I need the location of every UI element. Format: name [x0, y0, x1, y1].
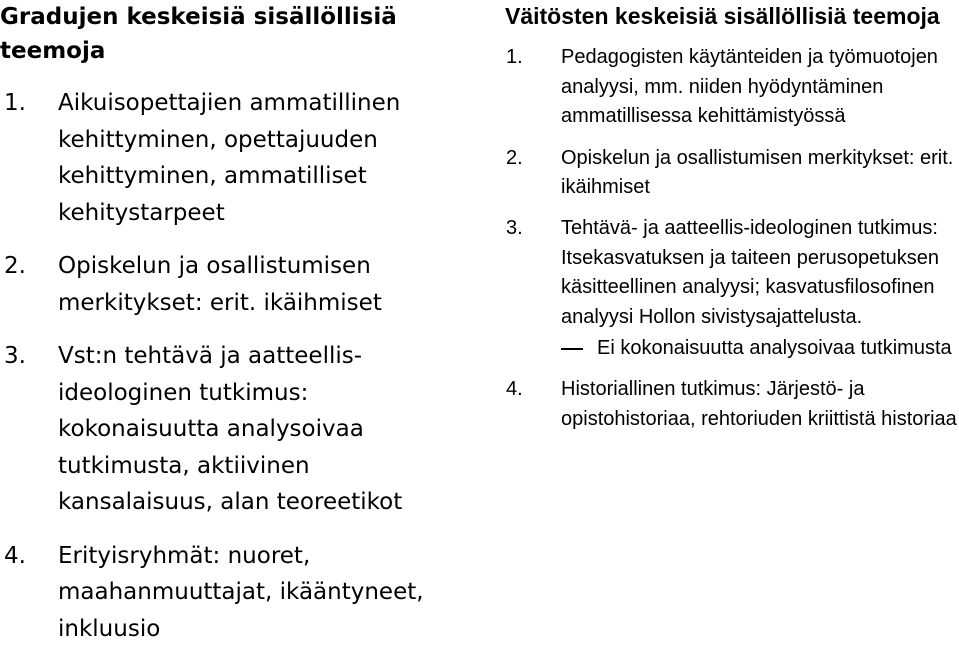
item-text: Erityisryhmät: nuoret, maahanmuuttajat, ikääntyneet, inkluusio	[58, 542, 424, 642]
item-number: 4.	[4, 542, 26, 569]
list-item	[505, 214, 959, 364]
list-item	[0, 538, 468, 648]
list-item	[0, 248, 468, 321]
left-list	[0, 85, 468, 647]
item-number: 2.	[4, 253, 26, 279]
item-text: Tehtävä- ja aatteellis-ideologinen tutkimus: Itsekasvatuksen ja taiteen perusopetuksen käsitteellinen analyysi; kasvatusfilosofinen analyysi Hollon sivistysajattelusta.	[561, 216, 940, 328]
item-text: Pedagogisten käytänteiden ja työmuotojen analyysi, mm. niiden hyödyntäminen ammatillisessa kehittämistyössä	[561, 46, 938, 128]
list-item	[505, 144, 959, 203]
list-item	[0, 85, 468, 231]
item-number: 2.	[506, 146, 523, 169]
item-number: 1.	[506, 46, 523, 68]
sub-item	[561, 334, 959, 364]
list-item	[505, 375, 959, 434]
item-number: 3.	[4, 343, 26, 369]
right-heading: Väitösten keskeisiä sisällöllisiä teemoja	[505, 3, 940, 29]
dash-bullet-icon	[561, 348, 583, 350]
item-number: 1.	[4, 90, 26, 116]
item-text: Opiskelun ja osallistumisen merkitykset: erit. ikäihmiset	[561, 146, 954, 199]
right-column	[505, 0, 959, 434]
list-item	[0, 338, 468, 521]
item-number: 4.	[506, 377, 523, 400]
list-item	[505, 43, 959, 132]
item-text: Opiskelun ja osallistumisen merkitykset: erit. ikäihmiset	[58, 253, 382, 316]
item-text: Aikuisopettajien ammatillinen kehittyminen, opettajuuden kehittyminen, ammatilliset kehitystarpeet	[58, 90, 401, 226]
item-text: Historiallinen tutkimus: Järjestö- ja opistohistoriaa, rehtoriuden kriittistä historiaa	[561, 377, 957, 430]
sub-item-text: Ei kokonaisuutta analysoivaa tutkimusta	[597, 337, 952, 360]
left-heading: Gradujen keskeisiä sisällöllisiä teemoja	[0, 4, 397, 64]
right-list	[505, 43, 959, 434]
item-text: Vst:n tehtävä ja aatteellis-ideologinen tutkimus: kokonaisuutta analysoivaa tutkimusta, aktiivinen kansalaisuus, alan teoreetikot	[58, 343, 403, 515]
item-number: 3.	[506, 216, 523, 239]
left-column	[0, 0, 468, 647]
